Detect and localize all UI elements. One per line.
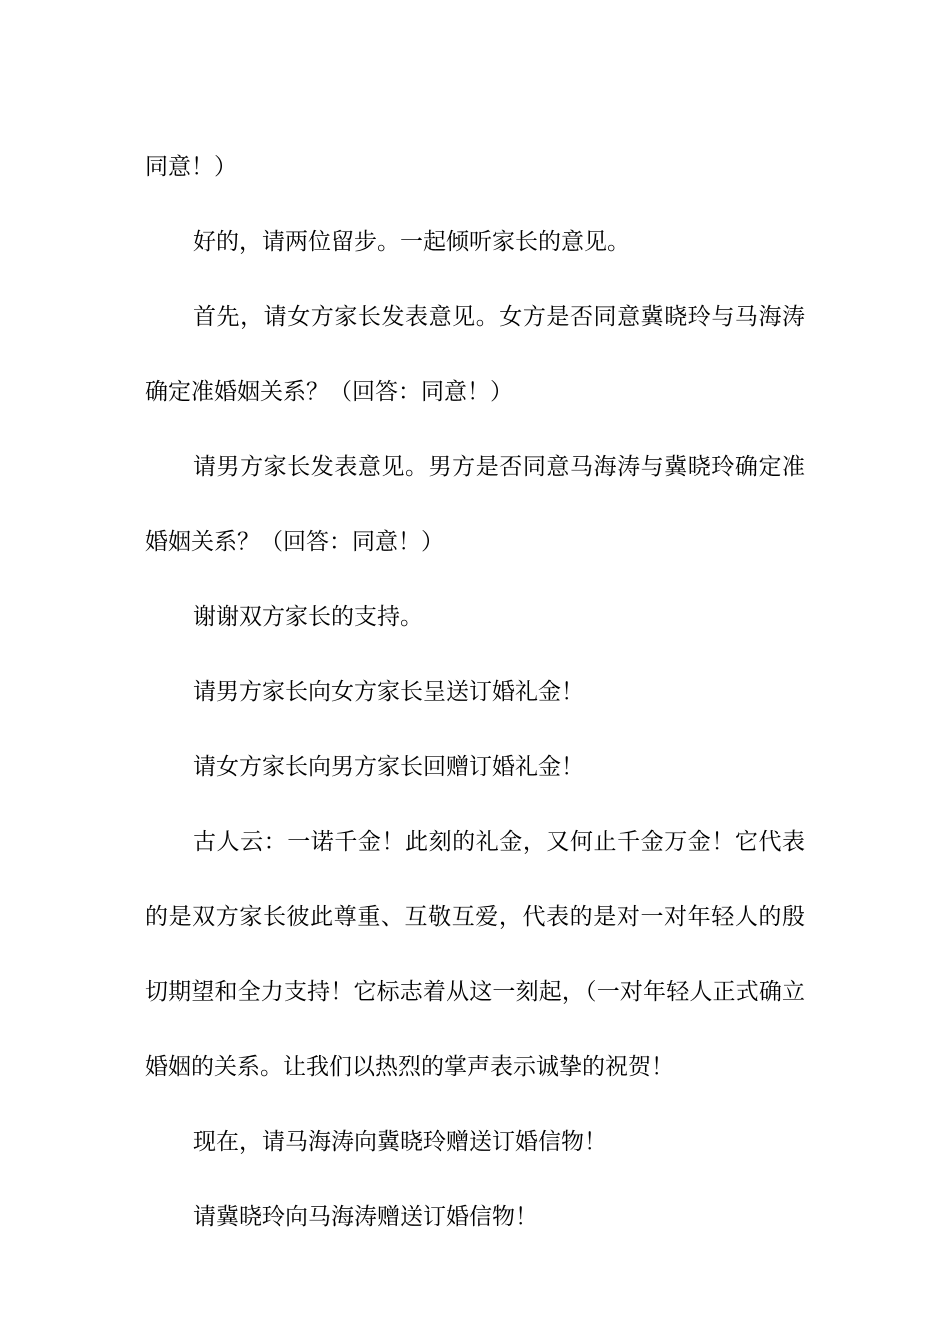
paragraph-7: 请女方家长向男方家长回赠订婚礼金！	[193, 754, 584, 780]
paragraph-3: 首先，请女方家长发表意见。女方是否同意冀晓玲与马海涛确定准婚姻关系？（回答：同意！）	[145, 304, 805, 405]
paragraph-10: 请冀晓玲向马海涛赠送订婚信物！	[193, 1204, 538, 1230]
paragraph-8: 古人云：一诺千金！此刻的礼金，又何止千金万金！它代表的是双方家长彼此尊重、互敬互爱，代表的是对一对年轻人的殷切期望和全力支持！它标志着从这一刻起，（一对年轻人正式确立婚姻的关系。让我们以热烈的掌声表示诚挚的祝贺！	[145, 829, 805, 1080]
paragraph-1: 同意！）	[145, 154, 237, 180]
paragraph-5: 谢谢双方家长的支持。	[193, 604, 423, 630]
paragraph-4: 请男方家长发表意见。男方是否同意马海涛与冀晓玲确定准婚姻关系？（回答：同意！）	[145, 454, 805, 555]
paragraph-9: 现在，请马海涛向冀晓玲赠送订婚信物！	[193, 1129, 607, 1155]
paragraph-6: 请男方家长向女方家长呈送订婚礼金！	[193, 679, 584, 705]
document-body	[145, 130, 805, 1255]
paragraph-2: 好的，请两位留步。一起倾听家长的意见。	[193, 229, 630, 255]
